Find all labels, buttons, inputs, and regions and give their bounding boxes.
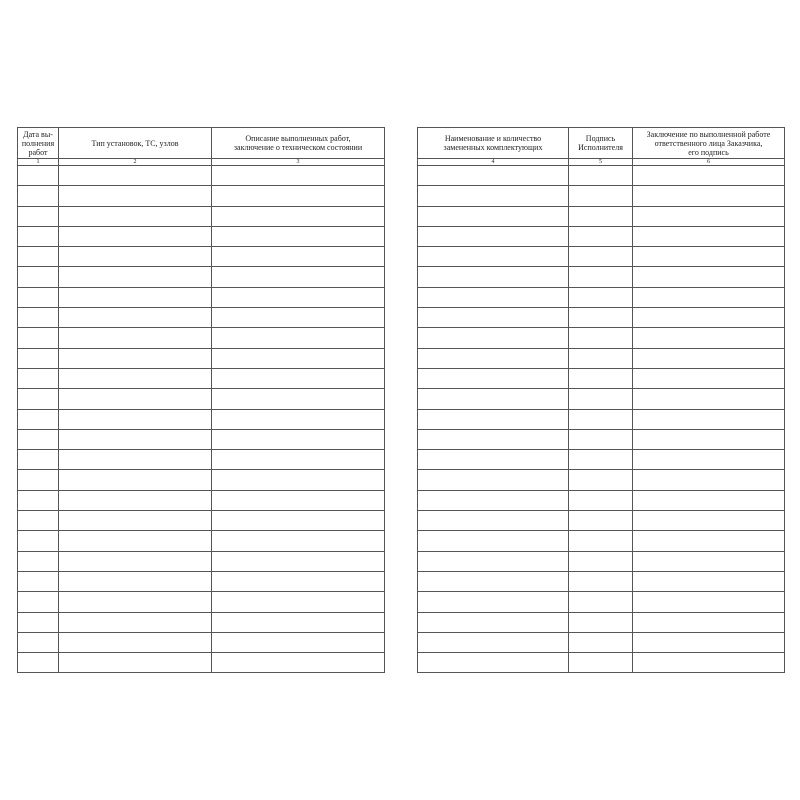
- table-row: [418, 328, 785, 348]
- table-cell: [569, 267, 633, 287]
- table-cell: [212, 470, 385, 490]
- table-cell: [212, 531, 385, 551]
- table-cell: [633, 592, 785, 612]
- table-cell: [59, 571, 212, 591]
- table-cell: [59, 287, 212, 307]
- table-cell: [569, 186, 633, 206]
- column-header-date: Дата вы- полнения работ: [18, 128, 59, 159]
- table-cell: [569, 653, 633, 673]
- column-number: 4: [418, 159, 569, 166]
- table-cell: [18, 511, 59, 531]
- table-row: [418, 368, 785, 388]
- table-cell: [212, 226, 385, 246]
- table-row: [418, 429, 785, 449]
- table-cell: [212, 551, 385, 571]
- table-cell: [59, 531, 212, 551]
- table-cell: [59, 206, 212, 226]
- table-cell: [18, 247, 59, 267]
- table-cell: [18, 632, 59, 652]
- table-cell: [212, 328, 385, 348]
- table-row: [18, 429, 385, 449]
- table-cell: [59, 247, 212, 267]
- table-cell: [569, 592, 633, 612]
- column-number: 3: [212, 159, 385, 166]
- table-cell: [418, 531, 569, 551]
- table-cell: [18, 267, 59, 287]
- table-cell: [569, 389, 633, 409]
- column-header-unit-type: Тип установок, ТС, узлов: [59, 128, 212, 159]
- table-row: [18, 653, 385, 673]
- right-table-body: [418, 166, 785, 673]
- table-cell: [212, 166, 385, 186]
- table-row: [418, 653, 785, 673]
- table-cell: [633, 226, 785, 246]
- table-cell: [418, 571, 569, 591]
- table-cell: [418, 429, 569, 449]
- header-row: [18, 128, 385, 159]
- table-cell: [633, 166, 785, 186]
- table-cell: [418, 551, 569, 571]
- table-cell: [418, 368, 569, 388]
- table-cell: [633, 206, 785, 226]
- table-row: [18, 490, 385, 510]
- table-row: [418, 348, 785, 368]
- table-cell: [59, 429, 212, 449]
- table-cell: [212, 450, 385, 470]
- table-cell: [633, 429, 785, 449]
- table-cell: [59, 389, 212, 409]
- right-log-table: [417, 127, 785, 673]
- table-cell: [418, 308, 569, 328]
- table-cell: [633, 409, 785, 429]
- table-cell: [212, 368, 385, 388]
- table-cell: [212, 592, 385, 612]
- table-cell: [633, 389, 785, 409]
- table-cell: [212, 186, 385, 206]
- table-cell: [18, 592, 59, 612]
- table-cell: [633, 328, 785, 348]
- column-number-row: [418, 159, 785, 166]
- table-cell: [59, 653, 212, 673]
- table-cell: [633, 490, 785, 510]
- table-cell: [18, 206, 59, 226]
- table-cell: [212, 247, 385, 267]
- table-cell: [569, 571, 633, 591]
- table-cell: [633, 368, 785, 388]
- table-cell: [212, 612, 385, 632]
- table-cell: [418, 206, 569, 226]
- column-number-row: [18, 159, 385, 166]
- table-cell: [59, 166, 212, 186]
- table-cell: [569, 226, 633, 246]
- left-table-body: [18, 166, 385, 673]
- table-row: [418, 186, 785, 206]
- table-cell: [418, 632, 569, 652]
- table-cell: [633, 267, 785, 287]
- table-row: [18, 186, 385, 206]
- column-header-replaced-parts: Наименование и количество замененных комплектующих: [418, 128, 569, 159]
- table-cell: [59, 186, 212, 206]
- table-cell: [18, 571, 59, 591]
- table-row: [418, 571, 785, 591]
- table-cell: [59, 632, 212, 652]
- table-cell: [569, 206, 633, 226]
- table-cell: [633, 632, 785, 652]
- table-cell: [59, 450, 212, 470]
- table-cell: [212, 632, 385, 652]
- table-cell: [212, 389, 385, 409]
- table-cell: [569, 166, 633, 186]
- table-cell: [569, 328, 633, 348]
- column-number: 6: [633, 159, 785, 166]
- table-cell: [569, 348, 633, 368]
- table-cell: [18, 490, 59, 510]
- table-cell: [212, 653, 385, 673]
- table-cell: [633, 531, 785, 551]
- column-header-executor-signature: Подпись Исполнителя: [569, 128, 633, 159]
- table-row: [18, 409, 385, 429]
- table-cell: [418, 450, 569, 470]
- table-cell: [418, 348, 569, 368]
- table-cell: [59, 470, 212, 490]
- table-cell: [59, 226, 212, 246]
- table-row: [418, 226, 785, 246]
- table-cell: [418, 511, 569, 531]
- table-cell: [418, 328, 569, 348]
- table-row: [18, 592, 385, 612]
- table-cell: [569, 551, 633, 571]
- table-row: [18, 267, 385, 287]
- right-page: [417, 127, 784, 673]
- table-cell: [633, 511, 785, 531]
- table-row: [18, 247, 385, 267]
- table-row: [418, 389, 785, 409]
- table-cell: [59, 592, 212, 612]
- table-cell: [569, 450, 633, 470]
- table-row: [418, 206, 785, 226]
- table-cell: [18, 226, 59, 246]
- table-row: [18, 328, 385, 348]
- table-cell: [418, 592, 569, 612]
- table-cell: [418, 490, 569, 510]
- table-cell: [18, 166, 59, 186]
- table-cell: [418, 267, 569, 287]
- table-cell: [418, 470, 569, 490]
- table-cell: [212, 308, 385, 328]
- table-row: [418, 490, 785, 510]
- table-row: [18, 511, 385, 531]
- table-row: [418, 470, 785, 490]
- table-row: [418, 450, 785, 470]
- table-cell: [569, 308, 633, 328]
- table-row: [418, 632, 785, 652]
- table-cell: [633, 571, 785, 591]
- table-row: [418, 166, 785, 186]
- left-page: [17, 127, 384, 673]
- table-cell: [212, 511, 385, 531]
- table-cell: [418, 409, 569, 429]
- table-cell: [59, 267, 212, 287]
- table-cell: [418, 186, 569, 206]
- table-row: [418, 308, 785, 328]
- table-cell: [18, 287, 59, 307]
- table-cell: [59, 308, 212, 328]
- table-row: [18, 571, 385, 591]
- table-cell: [212, 571, 385, 591]
- table-cell: [59, 368, 212, 388]
- table-cell: [633, 612, 785, 632]
- table-cell: [59, 612, 212, 632]
- table-cell: [633, 653, 785, 673]
- table-cell: [633, 450, 785, 470]
- table-cell: [18, 348, 59, 368]
- table-cell: [59, 348, 212, 368]
- table-row: [18, 389, 385, 409]
- table-row: [418, 287, 785, 307]
- table-cell: [418, 612, 569, 632]
- column-number: 1: [18, 159, 59, 166]
- table-row: [18, 531, 385, 551]
- table-row: [418, 267, 785, 287]
- table-cell: [18, 186, 59, 206]
- table-cell: [212, 409, 385, 429]
- table-cell: [633, 247, 785, 267]
- table-row: [18, 348, 385, 368]
- table-cell: [418, 389, 569, 409]
- table-cell: [18, 653, 59, 673]
- table-cell: [569, 470, 633, 490]
- table-row: [18, 551, 385, 571]
- table-cell: [59, 490, 212, 510]
- table-cell: [569, 612, 633, 632]
- table-cell: [418, 653, 569, 673]
- table-cell: [18, 409, 59, 429]
- table-cell: [59, 328, 212, 348]
- table-cell: [633, 186, 785, 206]
- table-cell: [633, 308, 785, 328]
- table-row: [418, 612, 785, 632]
- table-cell: [18, 551, 59, 571]
- left-log-table: [17, 127, 385, 673]
- table-row: [18, 612, 385, 632]
- table-cell: [633, 287, 785, 307]
- table-cell: [18, 470, 59, 490]
- table-cell: [18, 328, 59, 348]
- table-row: [18, 166, 385, 186]
- table-cell: [569, 368, 633, 388]
- table-row: [18, 470, 385, 490]
- table-cell: [569, 247, 633, 267]
- table-cell: [212, 490, 385, 510]
- table-cell: [212, 429, 385, 449]
- table-cell: [18, 531, 59, 551]
- table-cell: [633, 348, 785, 368]
- table-cell: [633, 551, 785, 571]
- table-cell: [569, 409, 633, 429]
- table-cell: [569, 429, 633, 449]
- table-row: [418, 592, 785, 612]
- header-row: [418, 128, 785, 159]
- column-number: 5: [569, 159, 633, 166]
- table-cell: [418, 247, 569, 267]
- table-cell: [18, 389, 59, 409]
- table-cell: [212, 206, 385, 226]
- table-row: [18, 632, 385, 652]
- table-row: [18, 450, 385, 470]
- table-cell: [212, 287, 385, 307]
- table-cell: [59, 551, 212, 571]
- table-cell: [212, 348, 385, 368]
- table-row: [18, 368, 385, 388]
- table-cell: [18, 368, 59, 388]
- table-cell: [418, 287, 569, 307]
- table-row: [18, 308, 385, 328]
- table-cell: [59, 409, 212, 429]
- column-header-work-description: Описание выполненных работ, заключение о техническом состоянии: [212, 128, 385, 159]
- table-cell: [569, 511, 633, 531]
- table-cell: [18, 429, 59, 449]
- column-number: 2: [59, 159, 212, 166]
- table-row: [18, 226, 385, 246]
- table-row: [418, 511, 785, 531]
- table-cell: [59, 511, 212, 531]
- table-cell: [633, 470, 785, 490]
- column-header-customer-conclusion: Заключение по выполненной работе ответственного лица Заказчика, его подпись: [633, 128, 785, 159]
- table-cell: [569, 287, 633, 307]
- table-cell: [569, 531, 633, 551]
- table-cell: [18, 450, 59, 470]
- table-row: [418, 409, 785, 429]
- table-row: [18, 287, 385, 307]
- table-cell: [569, 632, 633, 652]
- table-cell: [418, 166, 569, 186]
- table-cell: [18, 308, 59, 328]
- table-row: [418, 247, 785, 267]
- table-cell: [212, 267, 385, 287]
- table-cell: [418, 226, 569, 246]
- table-cell: [18, 612, 59, 632]
- table-row: [418, 551, 785, 571]
- table-cell: [569, 490, 633, 510]
- table-row: [18, 206, 385, 226]
- table-row: [418, 531, 785, 551]
